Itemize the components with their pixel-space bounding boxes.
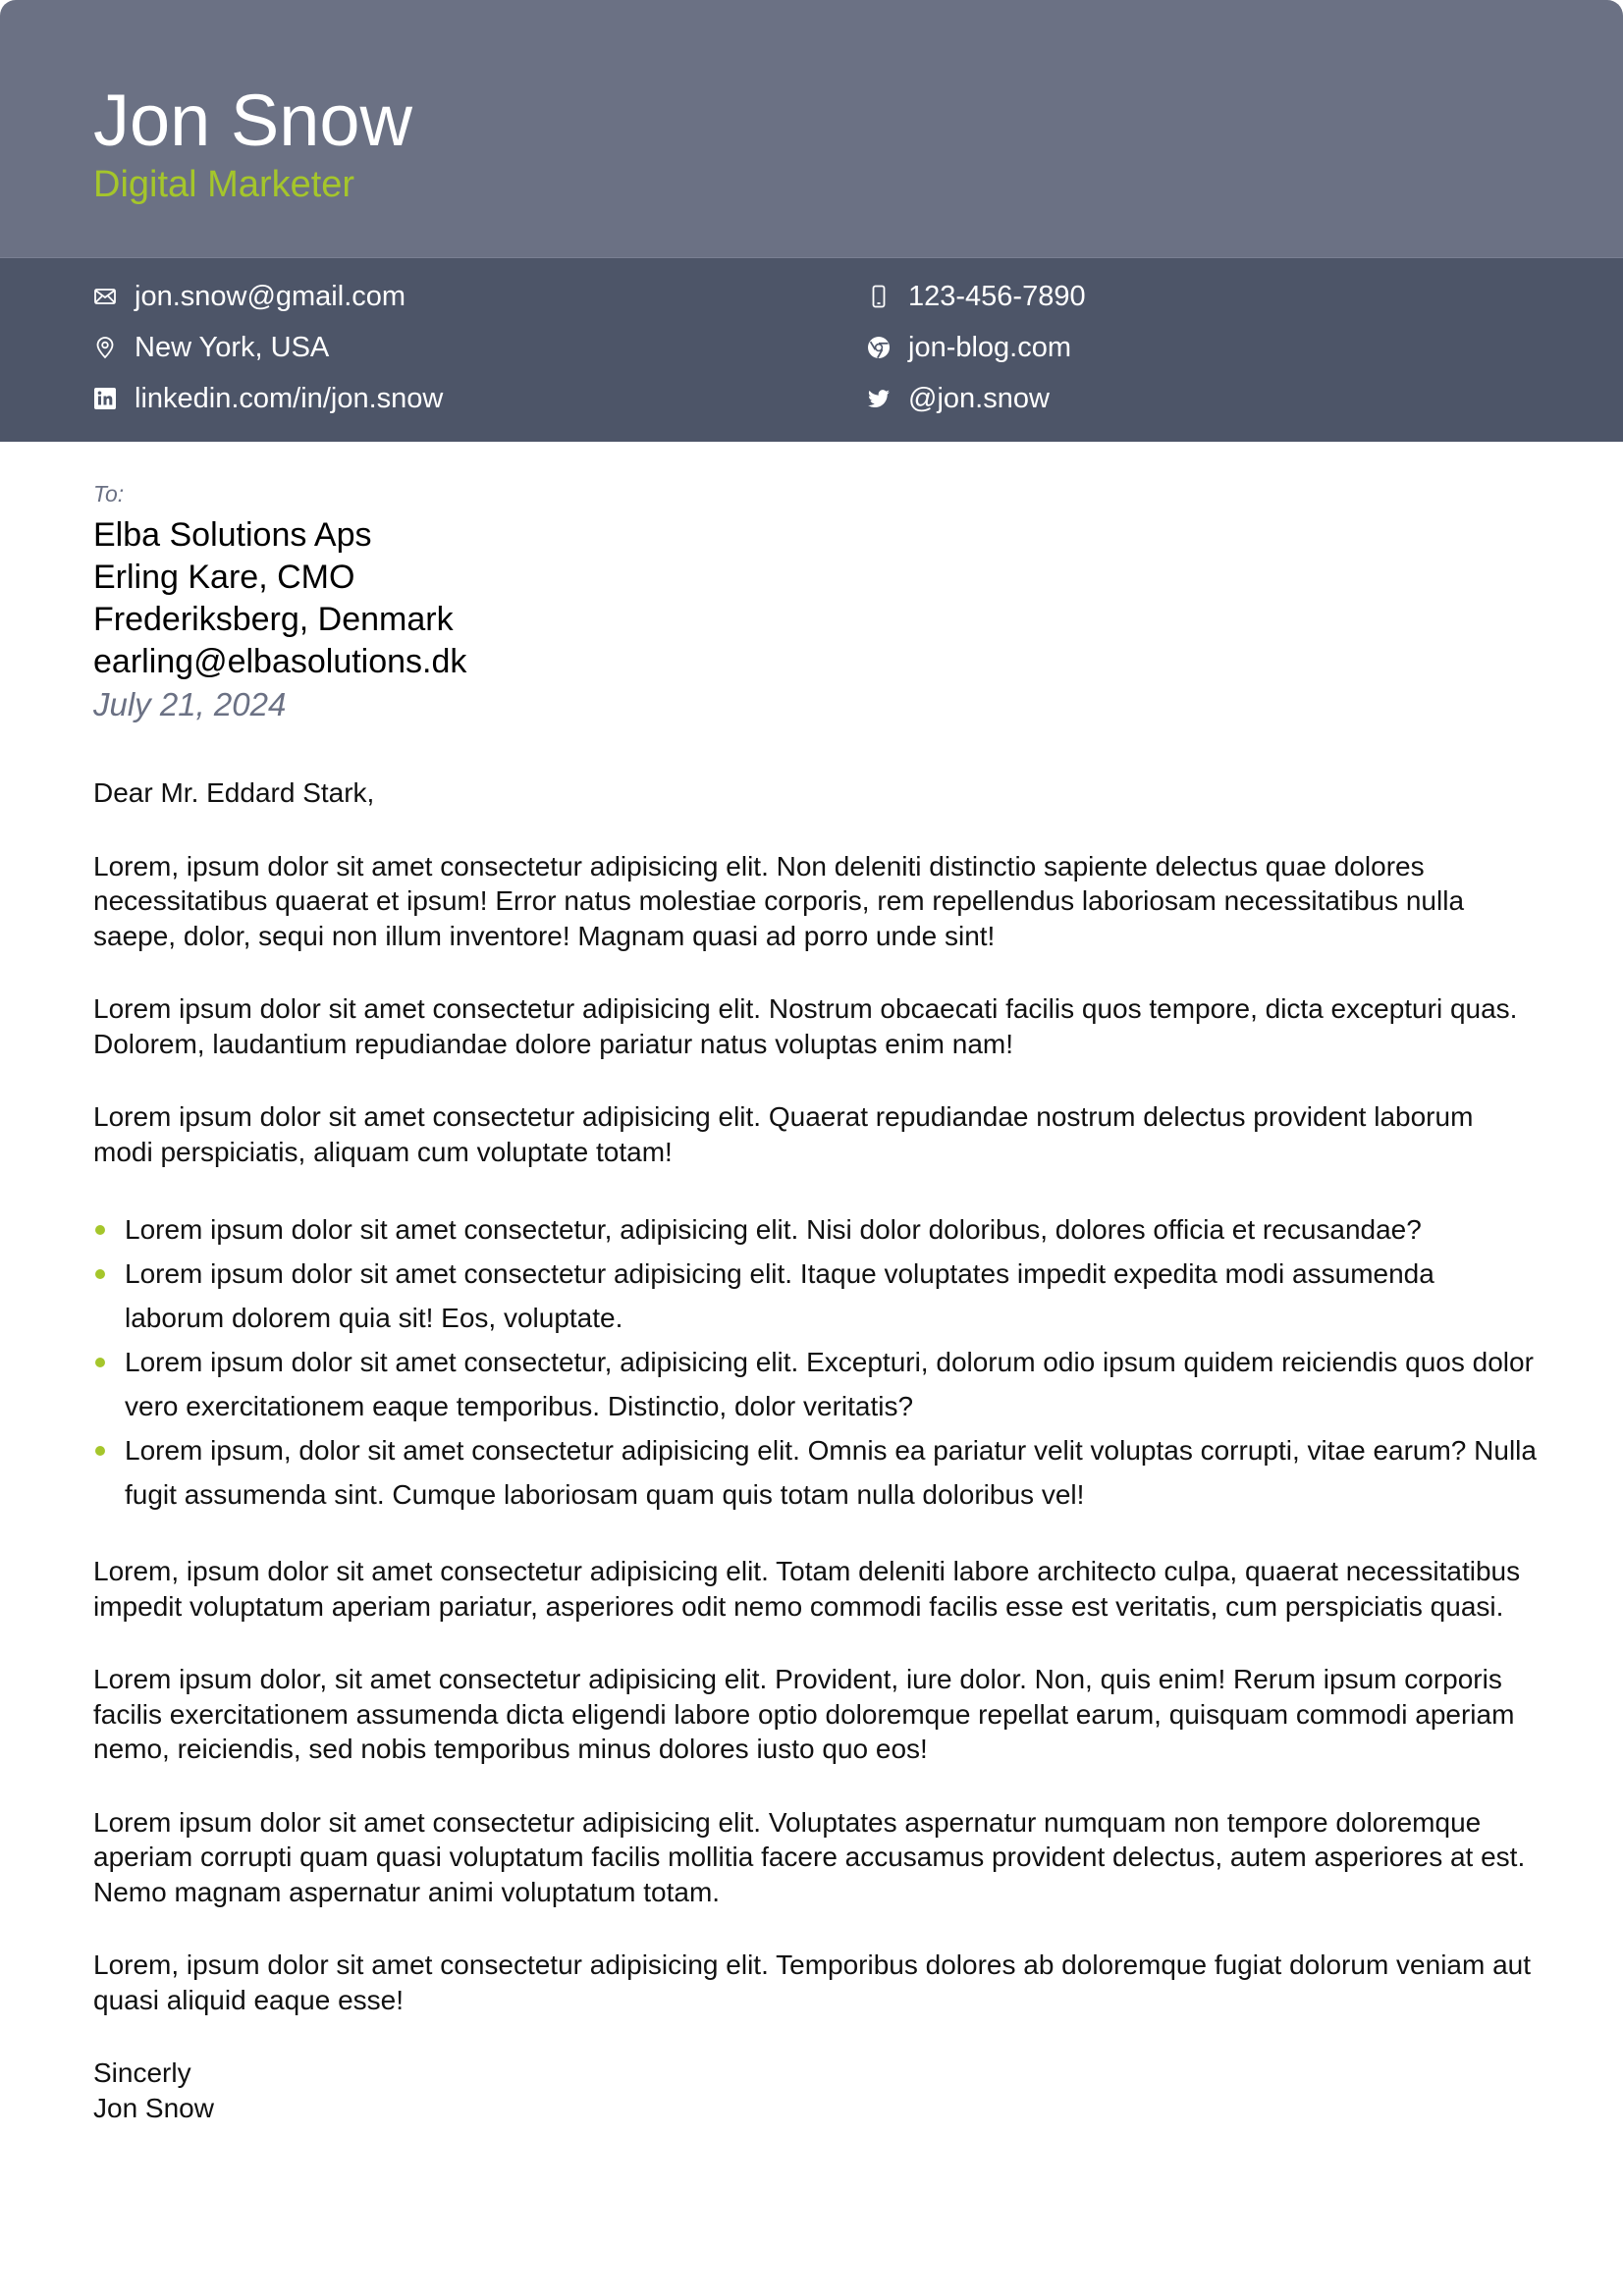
applicant-name: Jon Snow xyxy=(93,80,412,161)
signature-name: Jon Snow xyxy=(93,2093,214,2123)
contact-twitter[interactable] xyxy=(867,381,1050,416)
contact-location xyxy=(93,330,329,365)
bullet-item: Lorem ipsum dolor sit amet consectetur adipisicing elit. Itaque voluptates impedit expedita modi assumenda laborum dolorem quia sit! Eos, voluptate. xyxy=(93,1252,1537,1340)
paragraph: Lorem ipsum dolor, sit amet consectetur adipisicing elit. Provident, iure dolor. Non, quis enim! Rerum ipsum corporis facilis exercitationem assumenda dicta eligendi labore optio doloremque repellat earum, quisquam commodi aperiam nemo, reiciendis, sed nobis temporibus minus dolores iusto quo eos! xyxy=(93,1664,1515,1764)
bullet-item: Lorem ipsum, dolor sit amet consectetur adipisicing elit. Omnis ea pariatur velit voluptas corrupti, vitae earum? Nulla fugit assumenda sint. Cumque laboriosam quam quis totam nulla doloribus vel! xyxy=(93,1428,1537,1517)
paragraph: Lorem, ipsum dolor sit amet consectetur adipisicing elit. Non deleniti distinctio sapiente delectus quae dolores necessitatibus quaerat et ipsum! Error natus molestiae corporis, rem repellendus laboriosam necessitatibus nulla saepe, dolor, sequi non illum inventore! Magnam quasi ad porro unde sint! xyxy=(93,850,1465,951)
map-pin-icon xyxy=(93,336,117,359)
contact-website[interactable] xyxy=(867,330,1071,365)
linkedin-icon xyxy=(93,387,117,410)
applicant-role: Digital Marketer xyxy=(93,164,355,205)
header-banner xyxy=(0,0,1623,257)
paragraph: Lorem, ipsum dolor sit amet consectetur adipisicing elit. Totam deleniti labore architecto culpa, quaerat necessitatibus impedit voluptatum aperiam pariatur, asperiores odit nemo commodi facilis esse est veritatis, cum perspiciatis quasi. xyxy=(93,1556,1521,1622)
contact-email[interactable] xyxy=(93,279,406,314)
paragraph: Lorem ipsum dolor sit amet consectetur adipisicing elit. Nostrum obcaecati facilis quos tempore, dicta excepturi quas. Dolorem, laudantium repudiandae dolore pariatur natus voluptas enim nam! xyxy=(93,993,1518,1059)
letter-greeting: Dear Mr. Eddard Stark, xyxy=(93,777,375,808)
recipient-email: earling@elbasolutions.dk xyxy=(93,643,467,680)
recipient-company: Elba Solutions Aps xyxy=(93,516,372,554)
letter-closing xyxy=(93,2056,1537,2126)
letter-date: July 21, 2024 xyxy=(93,686,287,722)
contact-phone[interactable] xyxy=(867,279,1086,314)
mobile-phone-icon xyxy=(867,285,891,308)
bullet-list xyxy=(93,1207,1537,1517)
contact-twitter-text: @jon.snow xyxy=(908,383,1050,414)
globe-icon xyxy=(867,336,891,359)
envelope-icon xyxy=(93,285,117,308)
contact-email-text: jon.snow@gmail.com xyxy=(135,281,406,312)
paragraph: Lorem ipsum dolor sit amet consectetur adipisicing elit. Voluptates aspernatur numquam non tempore doloremque aperiam corrupti quam quasi voluptatum facilis mollitia facere accusamus provident delectus, autem asperiores at est. Nemo magnam aspernatur animi voluptatum totam. xyxy=(93,1806,1526,1907)
paragraph: Lorem, ipsum dolor sit amet consectetur adipisicing elit. Temporibus dolores ab doloremque fugiat dolorum veniam aut quasi aliquid eaque esse! xyxy=(93,1949,1532,2015)
recipient-address: Frederiksberg, Denmark xyxy=(93,601,454,638)
recipient-person: Erling Kare, CMO xyxy=(93,559,355,596)
contact-linkedin[interactable] xyxy=(93,381,443,416)
to-label: To: xyxy=(93,481,125,507)
closing-phrase: Sincerly xyxy=(93,2057,191,2088)
contact-phone-text: 123-456-7890 xyxy=(908,281,1086,312)
contact-website-text: jon-blog.com xyxy=(908,332,1072,363)
letter-body xyxy=(93,775,1537,2126)
bullet-item: Lorem ipsum dolor sit amet consectetur, adipisicing elit. Excepturi, dolorum odio ipsum quidem reiciendis quos dolor vero exercitationem eaque temporibus. Distinctio, dolor veritatis? xyxy=(93,1340,1537,1428)
contact-linkedin-text: linkedin.com/in/jon.snow xyxy=(135,383,444,414)
contact-location-text: New York, USA xyxy=(135,332,330,363)
paragraph: Lorem ipsum dolor sit amet consectetur adipisicing elit. Quaerat repudiandae nostrum delectus provident laborum modi perspiciatis, aliquam cum voluptate totam! xyxy=(93,1101,1474,1167)
bullet-item: Lorem ipsum dolor sit amet consectetur, adipisicing elit. Nisi dolor doloribus, dolores officia et recusandae? xyxy=(93,1207,1537,1252)
recipient-block xyxy=(93,479,466,726)
twitter-icon xyxy=(867,387,891,410)
